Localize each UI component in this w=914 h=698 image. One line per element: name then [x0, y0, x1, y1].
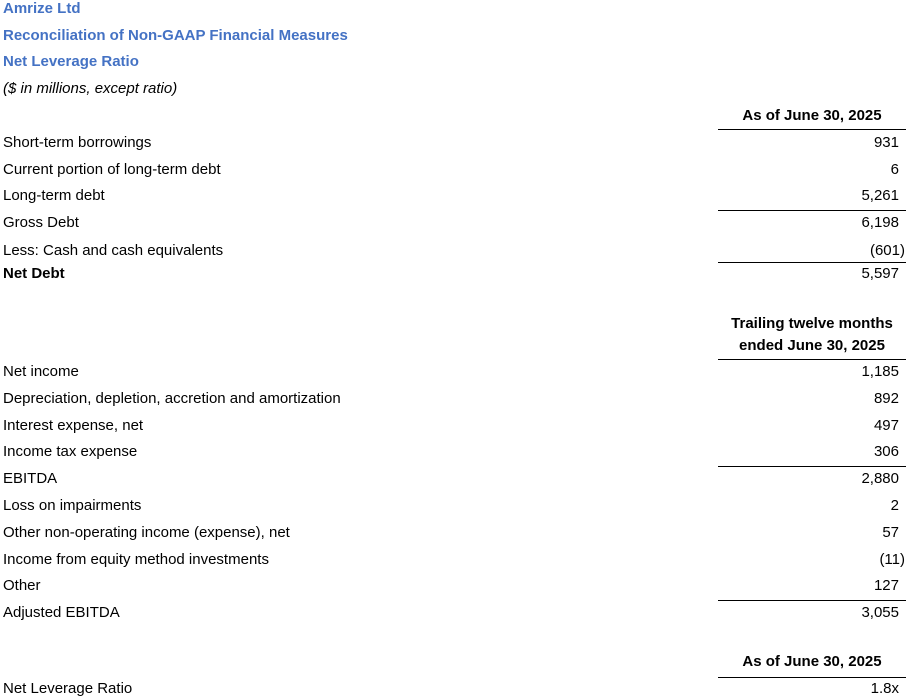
- header-underline: [718, 359, 906, 360]
- row-label: Gross Debt: [3, 214, 79, 231]
- row-label: Net income: [3, 363, 79, 380]
- row-label: Interest expense, net: [3, 417, 144, 434]
- company-name: Amrize Ltd: [3, 0, 81, 17]
- row-label-total: Net Debt: [3, 265, 65, 282]
- header-underline: [718, 129, 906, 130]
- row-label: Less: Cash and cash equivalents: [3, 242, 224, 259]
- row-value: 6: [890, 161, 899, 178]
- section-title: Net Leverage Ratio: [3, 53, 139, 70]
- row-value: (601): [869, 242, 905, 259]
- units-note: ($ in millions, except ratio): [3, 80, 178, 97]
- row-value: 57: [882, 524, 899, 541]
- row-value: 1.8x: [870, 680, 899, 697]
- row-label: Adjusted EBITDA: [3, 604, 120, 621]
- subtotal-rule: [718, 466, 906, 467]
- row-label: Other: [3, 577, 41, 594]
- row-label: Loss on impairments: [3, 497, 142, 514]
- row-value: 6,198: [861, 214, 899, 231]
- row-label: Short-term borrowings: [3, 134, 152, 151]
- row-label: Current portion of long-term debt: [3, 161, 221, 178]
- row-label: Other non-operating income (expense), net: [3, 524, 290, 541]
- row-value: (11): [879, 551, 905, 568]
- row-label: EBITDA: [3, 470, 58, 487]
- row-value-total: 5,597: [861, 265, 899, 282]
- row-value: 5,261: [861, 187, 899, 204]
- report-title: Reconciliation of Non-GAAP Financial Measures: [3, 27, 348, 44]
- row-value: 306: [873, 443, 899, 460]
- debt-table-header: As of June 30, 2025: [742, 107, 882, 124]
- row-label: Depreciation, depletion, accretion and amortization: [3, 390, 341, 407]
- row-value: 2,880: [861, 470, 899, 487]
- row-value: 931: [873, 134, 899, 151]
- ebitda-table-header-line2: ended June 30, 2025: [739, 337, 885, 354]
- row-label: Long-term debt: [3, 187, 105, 204]
- ebitda-table-header-line1: Trailing twelve months: [731, 315, 893, 332]
- ratio-table-header: As of June 30, 2025: [742, 653, 882, 670]
- subtotal-rule: [718, 210, 906, 211]
- row-value: 1,185: [861, 363, 899, 380]
- header-underline: [718, 677, 906, 678]
- row-value: 497: [873, 417, 899, 434]
- row-label: Net Leverage Ratio: [3, 680, 133, 697]
- row-value: 2: [890, 497, 899, 514]
- subtotal-rule: [718, 262, 906, 263]
- row-value: 3,055: [861, 604, 899, 621]
- row-label: Income from equity method investments: [3, 551, 269, 568]
- row-label: Income tax expense: [3, 443, 138, 460]
- row-value: 127: [873, 577, 899, 594]
- subtotal-rule: [718, 600, 906, 601]
- row-value: 892: [873, 390, 899, 407]
